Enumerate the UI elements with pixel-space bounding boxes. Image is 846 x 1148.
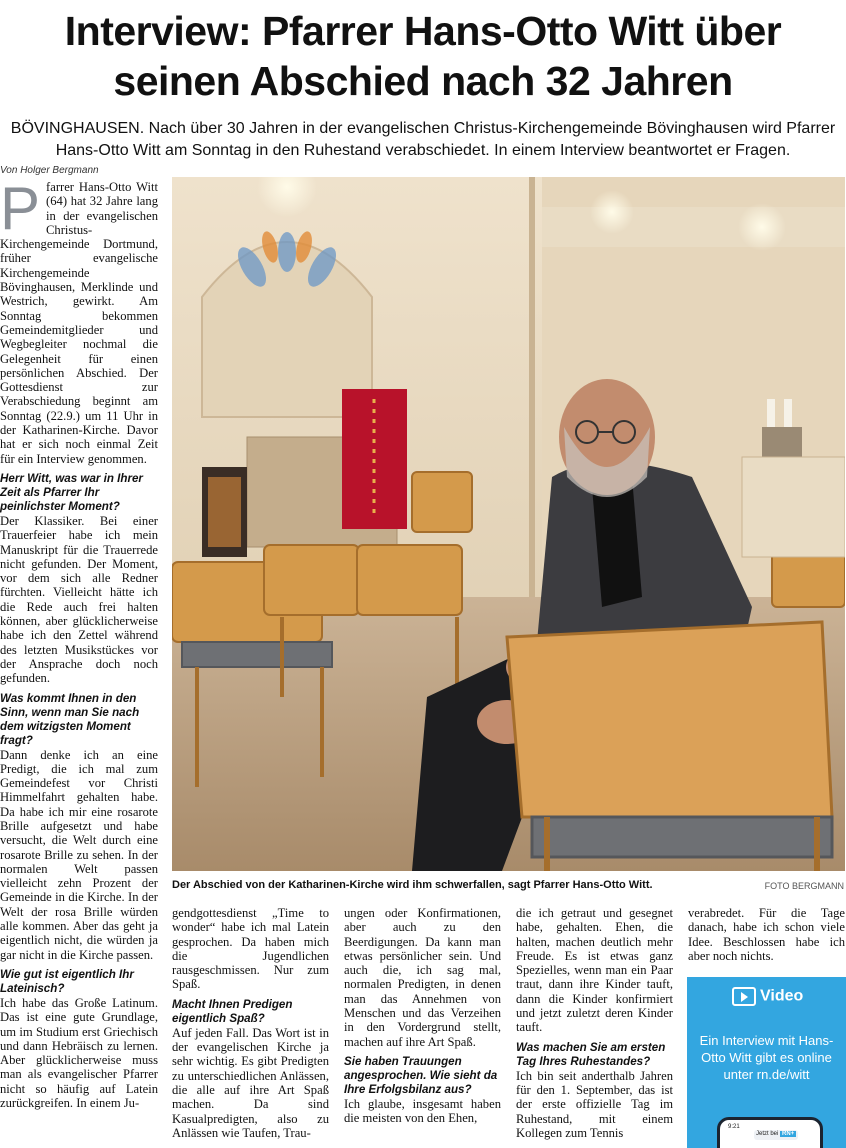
lead-paragraph xyxy=(10,118,836,162)
phone-time: 9:21 xyxy=(728,1124,740,1130)
column-1 xyxy=(0,175,158,1111)
video-badge-label: Video xyxy=(760,987,804,1005)
article-photo xyxy=(172,177,845,871)
video-promo-text: Ein Interview mit Hans-Otto Witt gibt es online unter rn.de/witt xyxy=(699,1033,834,1082)
phone-illustration xyxy=(717,1117,823,1148)
headline xyxy=(0,6,846,106)
play-icon xyxy=(732,987,756,1006)
answer-6-continued: verabredet. Für die Tage danach, habe ich schon viele Idee. Beschlossen habe ich aber noch nichts. xyxy=(688,906,845,963)
answer-6: Ich bin seit anderthalb Jahren für den 1. September, das ist der erste offizielle Tag im Ruhestand, mit einem Kollegen zum Tennis xyxy=(516,1068,673,1140)
question-5: Sie haben Trauungen angesprochen. Wie sieht da Ihre Erfolgsbilanz aus? xyxy=(344,1054,498,1096)
headline-line-2: seinen Abschied nach 32 Jahren xyxy=(113,58,733,104)
question-6: Was machen Sie am ersten Tag Ihres Ruhestandes? xyxy=(516,1040,666,1068)
byline: Von Holger Bergmann xyxy=(0,165,99,176)
intro-text: farrer Hans-Otto Witt (64) hat 32 Jahre lang in der evangelischen Christus-Kirchengemeinde Dortmund, früher evangelische Kirchengemeinde Bövinghausen, Merklinde und Westrich, gewirkt. Am Sonntag bekommen Gemeindemitglieder und Wegbegleiter nochmal die Gelegenheit für einen persönlichen Abschied. Der Gottesdienst zur Verabschiedung beginnt am Sonntag (22.9.) um 11 Uhr in der Katharinen-Kirche. Davor hat er sich noch einmal Zeit für ein Interview genommen. xyxy=(0,180,158,466)
answer-2: Dann denke ich an eine Predigt, die ich mal zum Gemeindefest vor Christi Himmelfahrt gehalten habe. Da habe ich mir eine rosarote Brille aufgesetzt und habe versucht, die Welt durch eine rosarote Brille zu sehen. In der normalen Welt passen vielleicht zehn Prozent der Gemeinde in die Kirche. In der Welt der rosa Brille würden alle kommen. Aber das geht ja eigentlich nicht, die würden ja gar nicht in die Kirche passen. xyxy=(0,747,158,962)
column-4 xyxy=(516,906,673,1140)
dropcap: P xyxy=(0,175,41,242)
phone-label xyxy=(756,1131,796,1137)
video-badge xyxy=(732,987,803,1006)
answer-4-continued: ungen oder Konfirmationen, aber auch zu den Beerdigungen. Da kann man etwas persönlicher sein. Und auch die, ich sag mal, normalen Predigten, in denen man das Annehmen von Menschen und das Verzeihen in den Vordergrund stellt, machen auf ihre Art Spaß. xyxy=(344,906,501,1049)
column-5 xyxy=(688,906,845,963)
column-3 xyxy=(344,906,501,1126)
answer-3: Ich habe das Große Latinum. Das ist eine gute Grundlage, um im Studium erst Griechisch und dann Hebräisch zu lernen. Aber glücklicherweise muss man als evangelischer Pfarrer nicht so häufig auf Latein zurückgreifen. In einem Ju- xyxy=(0,995,158,1111)
question-4: Macht Ihnen Predigen eigentlich Spaß? xyxy=(172,997,293,1025)
phone-brand: RN+ xyxy=(782,1131,795,1137)
phone-label-text: Jetzt bei xyxy=(756,1131,779,1137)
video-promo[interactable] xyxy=(687,977,846,1148)
question-1: Herr Witt, was war in Ihrer Zeit als Pfarrer Ihr peinlichster Moment? xyxy=(0,471,143,513)
photo-caption: Der Abschied von der Katharinen-Kirche wird ihm schwerfallen, sagt Pfarrer Hans-Otto Witt. xyxy=(172,879,653,891)
lead-place: BÖVINGHAUSEN. xyxy=(10,120,145,137)
headline-line-1: Interview: Pfarrer Hans-Otto Witt über xyxy=(64,8,782,54)
column-2 xyxy=(172,906,329,1140)
answer-3-continued: gendgottesdienst „Time to wonder“ habe ich mal Latein gesprochen. Da haben mich die Jugendlichen rausgeschmissen. Nur zum Spaß. xyxy=(172,906,329,992)
photo-credit: FOTO BERGMANN xyxy=(764,881,844,891)
question-2: Was kommt Ihnen in den Sinn, wenn man Sie nach dem witzigsten Moment fragt? xyxy=(0,691,140,747)
question-3: Wie gut ist eigentlich Ihr Lateinisch? xyxy=(0,967,134,995)
answer-5: Ich glaube, insgesamt haben die meisten von den Ehen, xyxy=(344,1096,501,1126)
answer-1: Der Klassiker. Bei einer Trauerfeier habe ich mein Manuskript für die Trauerrede nicht gefunden. Der Moment, vor dem sich alle Redner fürchten. Vielleicht hätte ich die Rede auch frei halten können, aber glücklicherweise habe ich den Zettel während des letzten Musikstückes vor der Ansprache doch noch gefunden. xyxy=(0,513,158,686)
answer-5-continued: die ich getraut und gesegnet habe, gehalten. Ehen, die halten, machen deutlich mehr Freude. Es ist etwas ganz Spezielles, wenn man ein Paar traut, dann ihre Kinder tauft, dann die Kinder konfirmiert und jetzt zuletzt deren Kinder tauft. xyxy=(516,906,673,1035)
answer-4: Auf jeden Fall. Das Wort ist in der evangelischen Kirche ja sehr wichtig. Es gibt Predigten zu unterschiedlichen Anlässen, die alle auf ihre Art Spaß machen. Da sind Kasualpredigten, also zu Anlässen wie Taufen, Trau- xyxy=(172,1025,329,1140)
church-interior-illustration xyxy=(172,177,845,871)
lead-text: Nach über 30 Jahren in der evangelischen Christus-Kirchengemeinde Bövinghausen wird Pfarrer Hans-Otto Witt am Sonntag in den Ruhestand verabschiedet. In einem Interview beantwortet er Fragen. xyxy=(55,120,836,159)
intro-paragraph xyxy=(0,175,158,466)
